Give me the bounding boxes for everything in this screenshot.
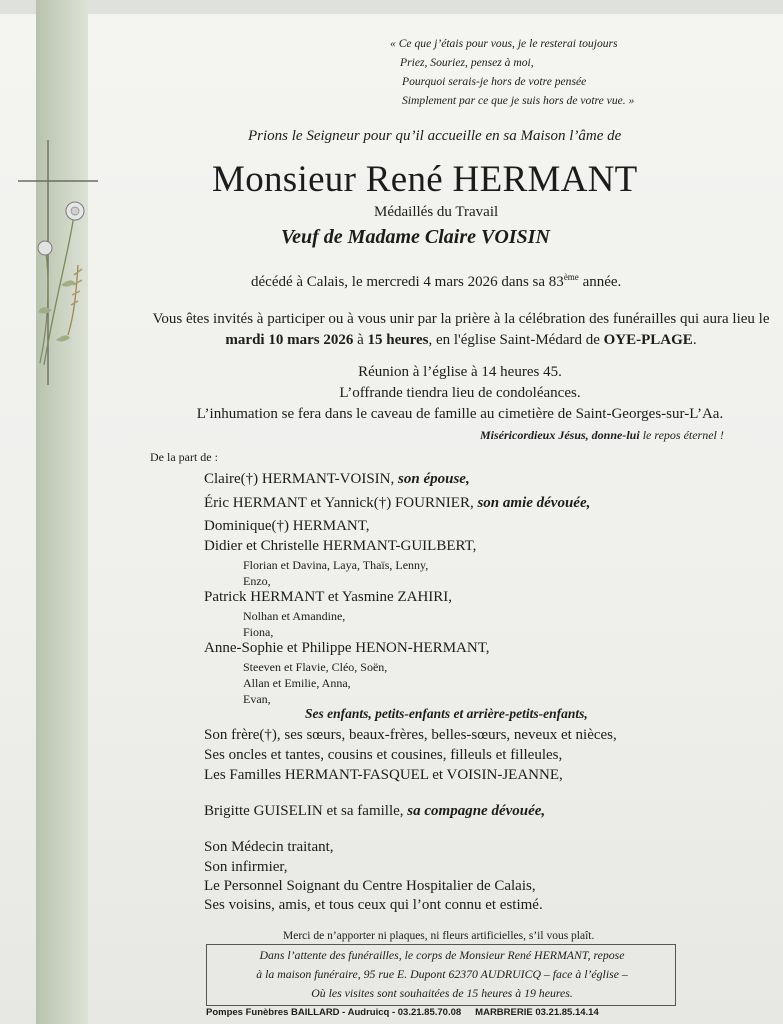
quote-line: Pourquoi serais-je hors de votre pensée: [402, 75, 587, 88]
funeral-invitation: [151, 309, 771, 351]
cross-with-flowers-icon: [16, 135, 126, 395]
footer: [206, 1007, 599, 1018]
family-role: son épouse,: [398, 471, 470, 487]
family-name: Brigitte GUISELIN et sa famille,: [204, 803, 408, 819]
invitation-text: Vous êtes invités à participer ou à vous unir par la prière à la célébration des funérailles qui aura lieu le: [152, 311, 770, 327]
family-role: son amie dévouée,: [477, 495, 591, 511]
funeral-home-contact: Pompes Funèbres BAILLARD - Audruicq - 03.21.85.70.08: [206, 1007, 462, 1018]
family-line: [204, 494, 590, 513]
viewing-info-box: [206, 944, 676, 1006]
family-line: Son frère(†), ses sœurs, beaux-frères, belles-sœurs, neveux et nièces,: [204, 727, 617, 743]
no-plaques-note: Merci de n’apporter ni plaques, ni fleurs artificielles, s’il vous plaît.: [283, 930, 595, 942]
family-line: [204, 470, 470, 489]
family-line: Son Médecin traitant,: [204, 839, 334, 855]
top-edge: [0, 0, 783, 14]
children-summary: Ses enfants, petits-enfants et arrière-petits-enfants,: [305, 706, 588, 721]
family-role: sa compagne dévouée,: [407, 803, 546, 819]
family-line: Dominique(†) HERMANT,: [204, 518, 370, 534]
marble-works-contact: MARBRERIE 03.21.85.14.14: [475, 1007, 599, 1018]
death-text: décédé à Calais, le mercredi 4 mars 2026 dans sa 83: [251, 274, 564, 290]
mercy-prayer-rest: le repos éternel !: [642, 428, 724, 442]
grandchildren-line: Evan,: [243, 692, 271, 706]
ceremony-notes: [150, 362, 770, 425]
family-line: Ses oncles et tantes, cousins et cousines, filleuls et filleules,: [204, 747, 563, 763]
family-name: Claire(†) HERMANT-VOISIN,: [204, 471, 399, 487]
mercy-prayer-bold: Miséricordieux Jésus, donne-lui: [480, 428, 643, 442]
prayer-intro: Prions le Seigneur pour qu’il accueille en sa Maison l’âme de: [248, 128, 622, 144]
death-notice: [251, 272, 621, 291]
medal-line: Médaillés du Travail: [374, 204, 499, 220]
death-ordinal: ème: [563, 272, 579, 282]
quote-line: Simplement par ce que je suis hors de votre vue. »: [402, 94, 635, 107]
death-end: année.: [578, 274, 622, 290]
quote-block: [390, 34, 634, 110]
quote-line: « Ce que j’étais pour vous, je le resterai toujours: [390, 37, 618, 50]
viewing-line: Dans l’attente des funérailles, le corps de Monsieur René HERMANT, repose: [259, 948, 625, 962]
invitation-text: à: [353, 332, 368, 348]
invitation-text: .: [692, 332, 697, 348]
grandchildren-line: Nolhan et Amandine,: [243, 609, 346, 623]
family-line: Les Familles HERMANT-FASQUEL et VOISIN-JEANNE,: [204, 767, 563, 783]
grandchildren-line: Steeven et Flavie, Cléo, Soën,: [243, 660, 388, 674]
funeral-time: 15 heures: [367, 332, 429, 348]
family-line: Didier et Christelle HERMANT-GUILBERT,: [204, 538, 477, 554]
funeral-place: OYE-PLAGE: [603, 332, 693, 348]
deceased-name: Monsieur René HERMANT: [212, 159, 638, 200]
funeral-date: mardi 10 mars 2026: [225, 332, 354, 348]
from-label: De la part de :: [150, 450, 218, 464]
grandchildren-line: Florian et Davina, Laya, Thaïs, Lenny,: [243, 558, 429, 572]
viewing-line: Où les visites sont souhaitées de 15 heures à 19 heures.: [311, 986, 573, 1000]
quote-line: Priez, Souriez, pensez à moi,: [400, 56, 534, 69]
viewing-line: à la maison funéraire, 95 rue E. Dupont 62370 AUDRUICQ – face à l’église –: [256, 967, 628, 981]
family-name: Éric HERMANT et Yannick(†) FOURNIER,: [204, 495, 478, 511]
family-line: Ses voisins, amis, et tous ceux qui l’ont connu et estimé.: [204, 897, 543, 913]
grandchildren-line: Fiona,: [243, 625, 274, 639]
invitation-text: , en l'église Saint-Médard de: [428, 332, 604, 348]
grandchildren-line: Enzo,: [243, 574, 271, 588]
family-line: Son infirmier,: [204, 859, 288, 875]
mercy-prayer: [480, 428, 724, 443]
family-line: [204, 802, 545, 821]
burial-note: L’inhumation se fera dans le caveau de famille au cimetière de Saint-Georges-sur-L’Aa.: [196, 406, 724, 422]
family-line: Patrick HERMANT et Yasmine ZAHIRI,: [204, 589, 453, 605]
widower-line: Veuf de Madame Claire VOISIN: [281, 226, 550, 248]
family-line: Le Personnel Soignant du Centre Hospitalier de Calais,: [204, 878, 536, 894]
grandchildren-line: Allan et Emilie, Anna,: [243, 676, 351, 690]
family-line: Anne-Sophie et Philippe HENON-HERMANT,: [204, 640, 490, 656]
offering-note: L’offrande tiendra lieu de condoléances.: [339, 385, 581, 401]
reunion-note: Réunion à l’église à 14 heures 45.: [358, 364, 562, 380]
